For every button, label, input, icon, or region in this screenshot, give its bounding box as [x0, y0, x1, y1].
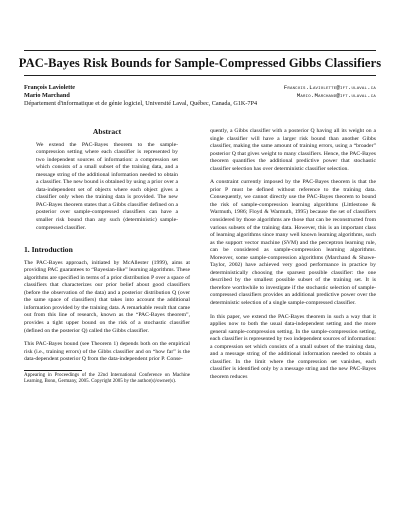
paragraph: In this paper, we extend the PAC-Bayes theorem in such a way that it applies now to both the usual data-independent setting and the more general sample-compression setting. In the sample-compression setting, each classifier is represented by two independent sources of information: a compression set which consists of a small subset of the training data, and a message string of the additional information needed to obtain a classifier. In the limit where the compression set vanishes, each classifier is identified only by a message string and the new PAC-Bayes theorem reduces [210, 313, 376, 380]
paragraph: This PAC-Bayes bound (see Theorem 1) depends both on the empirical risk (i.e., training errors) of the Gibbs classifier and on “how far” is the data-dependent posterior Q from the data-independent prior P. Conse- [24, 341, 190, 363]
abstract-heading: Abstract [92, 127, 122, 136]
author-name: François Laviolette [24, 84, 76, 91]
abstract-text: We extend the PAC-Bayes theorem to the sample-compression setting where each classifier is represented by two independent sources of information: a compression set which consists of a small subset of the training data, and a message string of the additional information needed to obtain a classifier. The new bound is obtained by using a prior over a data-independent set of objects where each object gives a classifier only when the training data is provided. The new PAC-Bayes theorem states that a Gibbs classifier defined on a posterior over sample-compressed classifiers can have a smaller risk bound than any such (deterministic) sample-compressed classifier. [36, 141, 178, 231]
footnote: Appearing in Proceedings of the 22nd International Conference on Machine Learning, Bonn, Germany, 2005. Copyright 2005 by the author(s)/owner(s). [24, 372, 190, 385]
author-name: Mario Marchand [24, 92, 70, 99]
title-top-rule [24, 50, 376, 51]
left-column [24, 128, 190, 386]
author-email[interactable]: Francois.Laviolette@ift.ulaval.ca [283, 84, 376, 91]
section-heading: 1. Introduction [24, 245, 73, 255]
author-email[interactable]: Mario.Marchand@ift.ulaval.ca [296, 92, 376, 99]
paper-title: PAC-Bayes Risk Bounds for Sample-Compressed Gibbs Classifiers [18, 56, 382, 70]
author-row [24, 84, 376, 92]
right-column [210, 128, 376, 382]
author-block [24, 84, 376, 108]
title-bottom-rule [24, 75, 376, 76]
affiliation: Département d'informatique et de génie logiciel, Université Laval, Québec, Canada, G1K-7P4 [24, 100, 258, 107]
paragraph: The PAC-Bayes approach, initiated by McAllester (1999), aims at providing PAC guarantees to “Bayesian-like” learning algorithms. These algorithms are specified in terms of a prior distribution P over a space of classifiers that characterizes our prior belief about good classifiers (before the observation of the data) and a posterior distribution Q (over the same space of classifiers) that takes into account the additional information provided by the training data. A remarkable result that came out from this line of research, known as the “PAC-Bayes theorem”, provides a tight upper bound on the risk of a stochastic classifier (defined on the posterior Q) called the Gibbs classifier. [24, 259, 190, 334]
paragraph: A constraint currently imposed by the PAC-Bayes theorem is that the prior P must be defined without reference to the training data. Consequently, we cannot directly use the PAC-Bayes theorem to bound the risk of sample-compression learning algorithms (Littlestone & Warmuth, 1986; Floyd & Warmuth, 1995) because the set of classifiers considered by those algorithms are those that can be reconstructed from various subsets of the training data. However, this is an important class of learning algorithms since many well known learning algorithms, such as the support vector machine (SVM) and the perceptron learning rule, can be considered as sample-compression learning algorithms. Moreover, some sample-compression algorithms (Marchand & Shawe-Taylor, 2002) have achieved very good performance in practice by deterministically choosing the sparsest possible classifier: the one described by the smallest possible subset of the training set. It is therefore worthwhile to investigate if the stochastic selection of sample-compressed classifiers provides an additional predictive power over the deterministic selection of a single sample-compressed classifier. [210, 179, 376, 307]
author-row [24, 92, 376, 100]
paragraph: quently, a Gibbs classifier with a posterior Q having all its weight on a single classifier will have a larger risk bound than another Gibbs classifier, making the same amount of training errors, using a “broader” posterior Q that gives weight to many classifiers. Hence, the PAC-Bayes theorem quantifies the additional predictive power that stochastic classifier selection has over deterministic classifier selection. [210, 128, 376, 172]
footnote-rule [24, 370, 82, 371]
